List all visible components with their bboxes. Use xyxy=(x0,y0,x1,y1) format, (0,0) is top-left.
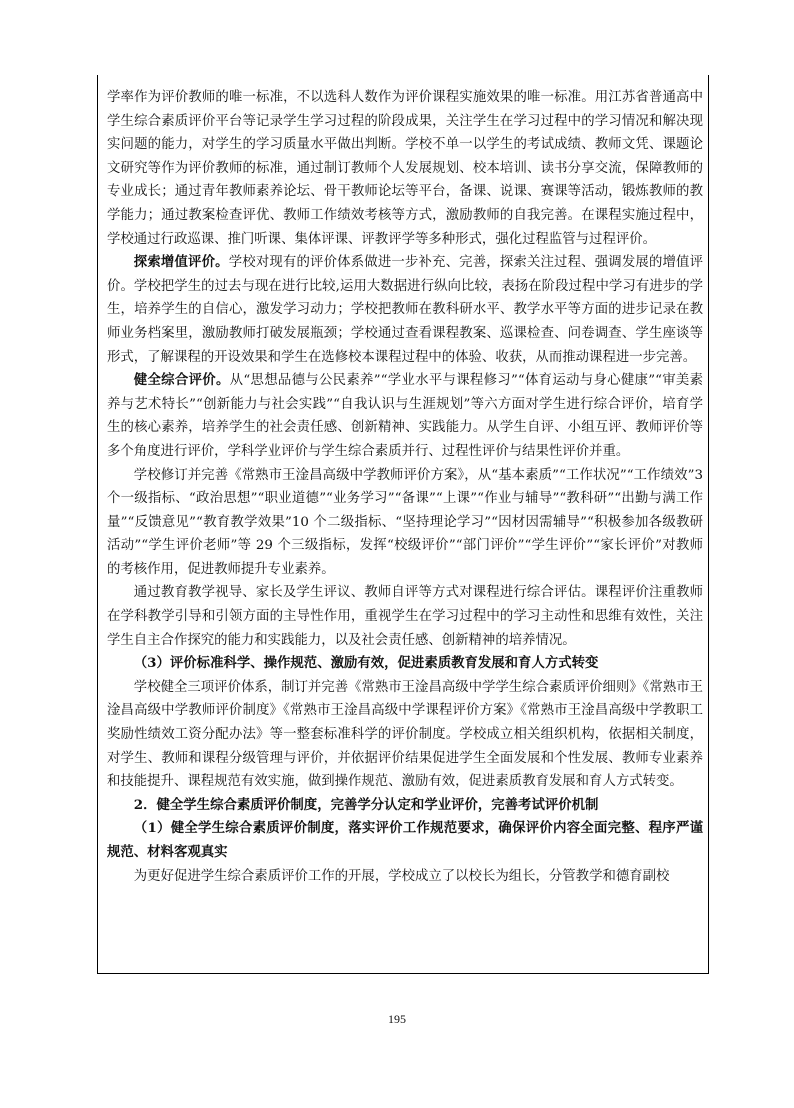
paragraph-lead: 健全综合评价。 xyxy=(133,372,230,389)
paragraph-lead: 探索增值评价。 xyxy=(133,254,229,271)
paragraph-body: 从“思想品德与公民素养”“学业水平与课程修习”“体育运动与身心健康”“审美素养与艺术特长”“创新能力与社会实践”“自我认识与生涯规划”等六方面对学生进行综合评价，培育学生的核心素养，培养学生的社会责任感、创新精神、实践能力。从学生自评、小组互评、教师评价等多个角度进行评价，学科学业评价与学生综合素质并行、过程性评价与结果性评价并重。 xyxy=(107,373,703,459)
paragraph: 学校修订并完善《常熟市王淦昌高级中学教师评价方案》，从“基本素质”“工作状况”“工作绩效”3 个一级指标、“政治思想”“职业道德”“业务学习”“备课”“上课”“作业与辅导”“教科研”“出勤与满工作量”“反馈意见”“教育教学效果”10 个二级指标、“坚持理论学习”“因材因需辅导”“积极参加各级教研活动”“学生评价老师”等 29 个三级指标，发挥“校级评价”“部门评价”“学生评价”“家长评价”对教师的考核作用，促进教师提升专业素养。 xyxy=(107,467,703,577)
document-body xyxy=(107,86,703,888)
paragraph: 通过教育教学视导、家长及学生评议、教师自评等方式对课程进行综合评估。课程评价注重教师在学科教学引导和引领方面的主导性作用，重视学生在学习过程中的学习主动性和思维有效性，关注学生自主合作探究的能力和实践能力，以及社会责任感、创新精神的培养情况。 xyxy=(107,585,703,648)
paragraph xyxy=(107,369,703,463)
paragraph xyxy=(107,251,703,369)
paragraph: 为更好促进学生综合素质评价工作的开展，学校成立了以校长为组长，分管教学和德育副校 xyxy=(133,868,670,884)
page-number: 195 xyxy=(388,1012,406,1026)
paragraph: 学校健全三项评价体系，制订并完善《常熟市王淦昌高级中学学生综合素质评价细则》《常熟市王淦昌高级中学教师评价制度》《常熟市王淦昌高级中学课程评价方案》《常熟市王淦昌高级中学教职工奖励性绩效工资分配办法》等一整套标准科学的评价制度。学校成立相关组织机构，依据相关制度，对学生、教师和课程分级管理与评价，并依据评价结果促进学生全面发展和个性发展、教师专业素养和技能提升、课程规范有效实施，做到操作规范、激励有效，促进素质教育发展和育人方式转变。 xyxy=(107,679,703,790)
paragraph: 学率作为评价教师的唯一标准，不以选科人数作为评价课程实施效果的唯一标准。用江苏省普通高中学生综合素质评价平台等记录学生学习过程的阶段成果，关注学生在学习过程中的学习情况和解决现实问题的能力，对学生的学习质量水平做出判断。学校不单一以学生的考试成绩、教师文凭、课题论文研究等作为评价教师的标准，通过制订教师个人发展规划、校本培训、读书分享交流，保障教师的专业成长；通过青年教师素养论坛、骨干教师论坛等平台，备课、说课、赛课等活动，锻炼教师的教学能力；通过教案检查评优、教师工作绩效考核等方式，激励教师的自我完善。在课程实施过程中，学校通过行政巡课、推门听课、集体评课、评教评学等多种形式，强化过程监管与过程评价。 xyxy=(107,90,703,247)
section-heading: （1）健全学生综合素质评价制度，落实评价工作规范要求，确保评价内容全面完整、程序严谨规范、材料客观真实 xyxy=(107,820,703,860)
section-heading: 2．健全学生综合素质评价制度，完善学分认定和学业评价，完善考试评价机制 xyxy=(133,796,599,813)
paragraph-body: 学校对现有的评价体系做进一步补充、完善，探索关注过程、强调发展的增值评价。学校把学生的过去与现在进行比较,运用大数据进行纵向比较，表扬在阶段过程中学习有进步的学生，培养学生的自信心，激发学习动力；学校把教师在教科研水平、教学水平等方面的进步记录在教师业务档案里，激励教师打破发展瓶颈；学校通过查看课程教案、巡课检查、问卷调查、学生座谈等形式，了解课程的开设效果和学生在选修校本课程过程中的体验、收获，从而推动课程进一步完善。 xyxy=(107,255,704,365)
section-heading: （3）评价标准科学、操作规范、激励有效，促进素质教育发展和育人方式转变 xyxy=(133,655,599,672)
